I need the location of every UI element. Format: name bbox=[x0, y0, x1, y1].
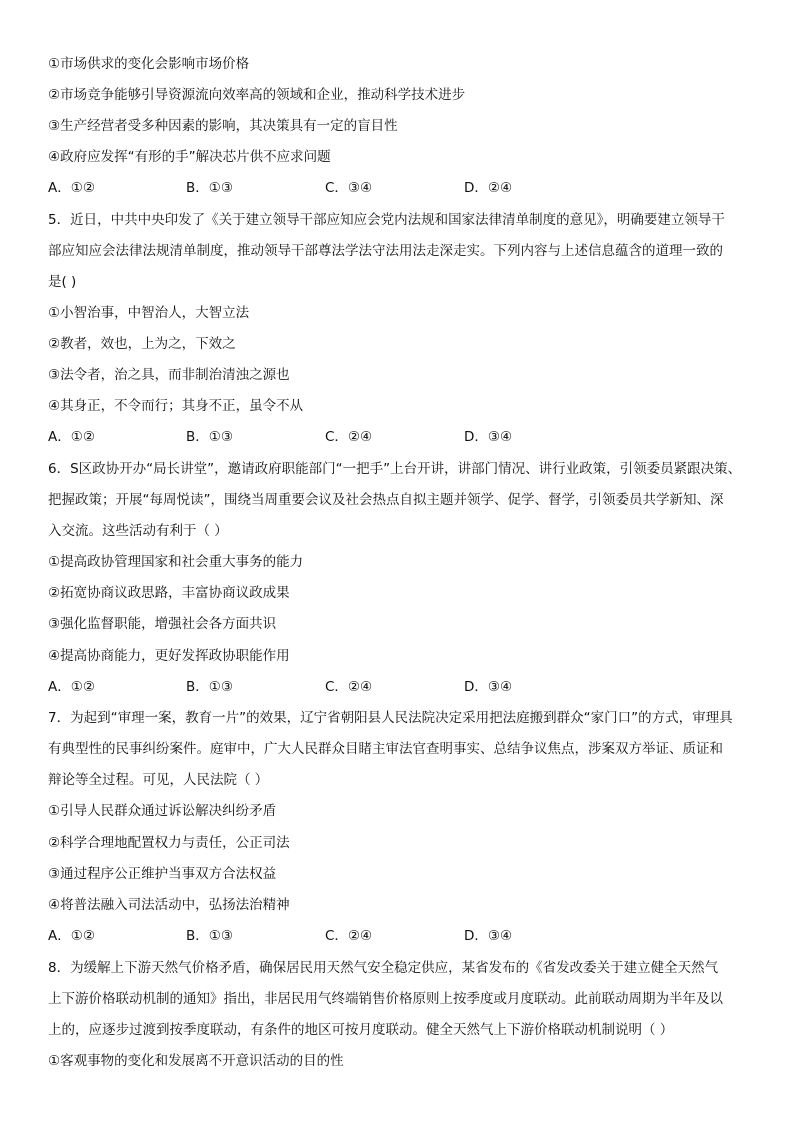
q5-option-a: A．①② bbox=[48, 429, 95, 445]
q5-options bbox=[48, 427, 648, 447]
q7-item-1: ①引导人民群众通过诉讼解决纠纷矛盾 bbox=[48, 803, 277, 819]
q6-stem-line-3: 入交流。这些活动有利于（ ） bbox=[48, 523, 228, 539]
q7-stem-line-2: 有典型性的民事纠纷案件。庭审中，广大人民群众目睹主审法官查明事实、总结争议焦点，涉案双方举证、质证和 bbox=[48, 741, 723, 757]
q6-options bbox=[48, 677, 648, 697]
q8-stem-line-1: 8．为缓解上下游天然气价格矛盾，确保居民用天然气安全稳定供应，某省发布的《省发改委关于建立健全天然气 bbox=[48, 960, 719, 976]
q5-option-c: C．②④ bbox=[325, 429, 373, 445]
q4-option-b: B．①③ bbox=[186, 180, 233, 196]
q5-stem-line-1: 5．近日，中共中央印发了《关于建立领导干部应知应会党内法规和国家法律清单制度的意见》，明确要建立领导干 bbox=[48, 212, 725, 228]
q7-item-4: ④将普法融入司法活动中，弘扬法治精神 bbox=[48, 897, 290, 913]
q5-option-d: D．③④ bbox=[464, 429, 513, 445]
q7-item-2: ②科学合理地配置权力与责任，公正司法 bbox=[48, 835, 290, 851]
q4-option-a: A．①② bbox=[48, 180, 95, 196]
q6-stem-line-1: 6．S区政协开办“局长讲堂”，邀请政府职能部门“一把手”上台开讲，讲部门情况、讲行业政策，引领委员紧跟决策、 bbox=[48, 461, 742, 477]
q4-item-2: ②市场竞争能够引导资源流向效率高的领域和企业，推动科学技术进步 bbox=[48, 87, 466, 103]
q5-item-3: ③法令者，治之具，而非制治清浊之源也 bbox=[48, 367, 290, 383]
q5-stem-line-3: 是( ) bbox=[48, 274, 77, 290]
q4-option-d: D．②④ bbox=[464, 180, 513, 196]
q7-stem-line-1: 7．为起到“审理一案，教育一片”的效果，辽宁省朝阳县人民法院决定采用把法庭搬到群众“家门口”的方式，审理具 bbox=[48, 710, 733, 726]
q4-options bbox=[48, 178, 648, 198]
q7-option-d: D．③④ bbox=[464, 928, 513, 944]
q5-option-b: B．①③ bbox=[186, 429, 233, 445]
q4-item-3: ③生产经营者受多种因素的影响，其决策具有一定的盲目性 bbox=[48, 118, 398, 134]
q6-item-2: ②拓宽协商议政思路，丰富协商议政成果 bbox=[48, 585, 290, 601]
q5-item-2: ②教者，效也，上为之，下效之 bbox=[48, 336, 236, 352]
q8-item-1: ①客观事物的变化和发展离不开意识活动的目的性 bbox=[48, 1053, 344, 1069]
q7-option-b: B．①③ bbox=[186, 928, 233, 944]
q4-item-1: ①市场供求的变化会影响市场价格 bbox=[48, 56, 250, 72]
q4-item-4: ④政府应发挥“有形的手”解决芯片供不应求问题 bbox=[48, 149, 331, 165]
q5-item-1: ①小智治事，中智治人，大智立法 bbox=[48, 305, 250, 321]
q7-item-3: ③通过程序公正维护当事双方合法权益 bbox=[48, 866, 277, 882]
q7-option-a: A．①② bbox=[48, 928, 95, 944]
q6-option-d: D．③④ bbox=[464, 679, 513, 695]
q7-stem-line-3: 辩论等全过程。可见，人民法院（ ） bbox=[48, 772, 269, 788]
q6-option-c: C．②④ bbox=[325, 679, 373, 695]
q5-item-4: ④其身正，不令而行；其身不正，虽令不从 bbox=[48, 398, 304, 414]
q4-option-c: C．③④ bbox=[325, 180, 373, 196]
q6-item-1: ①提高政协管理国家和社会重大事务的能力 bbox=[48, 554, 304, 570]
q7-options bbox=[48, 926, 648, 946]
q7-option-c: C．②④ bbox=[325, 928, 373, 944]
q8-stem-line-2: 上下游价格联动机制的通知》指出，非居民用气终端销售价格原则上按季度或月度联动。此前联动周期为半年及以 bbox=[48, 991, 723, 1007]
q8-stem-line-3: 上的，应逐步过渡到按季度联动，有条件的地区可按月度联动。健全天然气上下游价格联动机制说明（ ） bbox=[48, 1022, 674, 1038]
q6-stem-line-2: 把握政策；开展“每周悦读”，围绕当周重要会议及社会热点自拟主题并领学、促学、督学，引领委员共学新知、深 bbox=[48, 492, 724, 508]
q6-option-a: A．①② bbox=[48, 679, 95, 695]
q5-stem-line-2: 部应知应会法律法规清单制度，推动领导干部尊法学法守法用法走深走实。下列内容与上述信息蕴含的道理一致的 bbox=[48, 243, 723, 259]
q6-option-b: B．①③ bbox=[186, 679, 233, 695]
q6-item-4: ④提高协商能力，更好发挥政协职能作用 bbox=[48, 648, 290, 664]
q6-item-3: ③强化监督职能，增强社会各方面共识 bbox=[48, 616, 277, 632]
